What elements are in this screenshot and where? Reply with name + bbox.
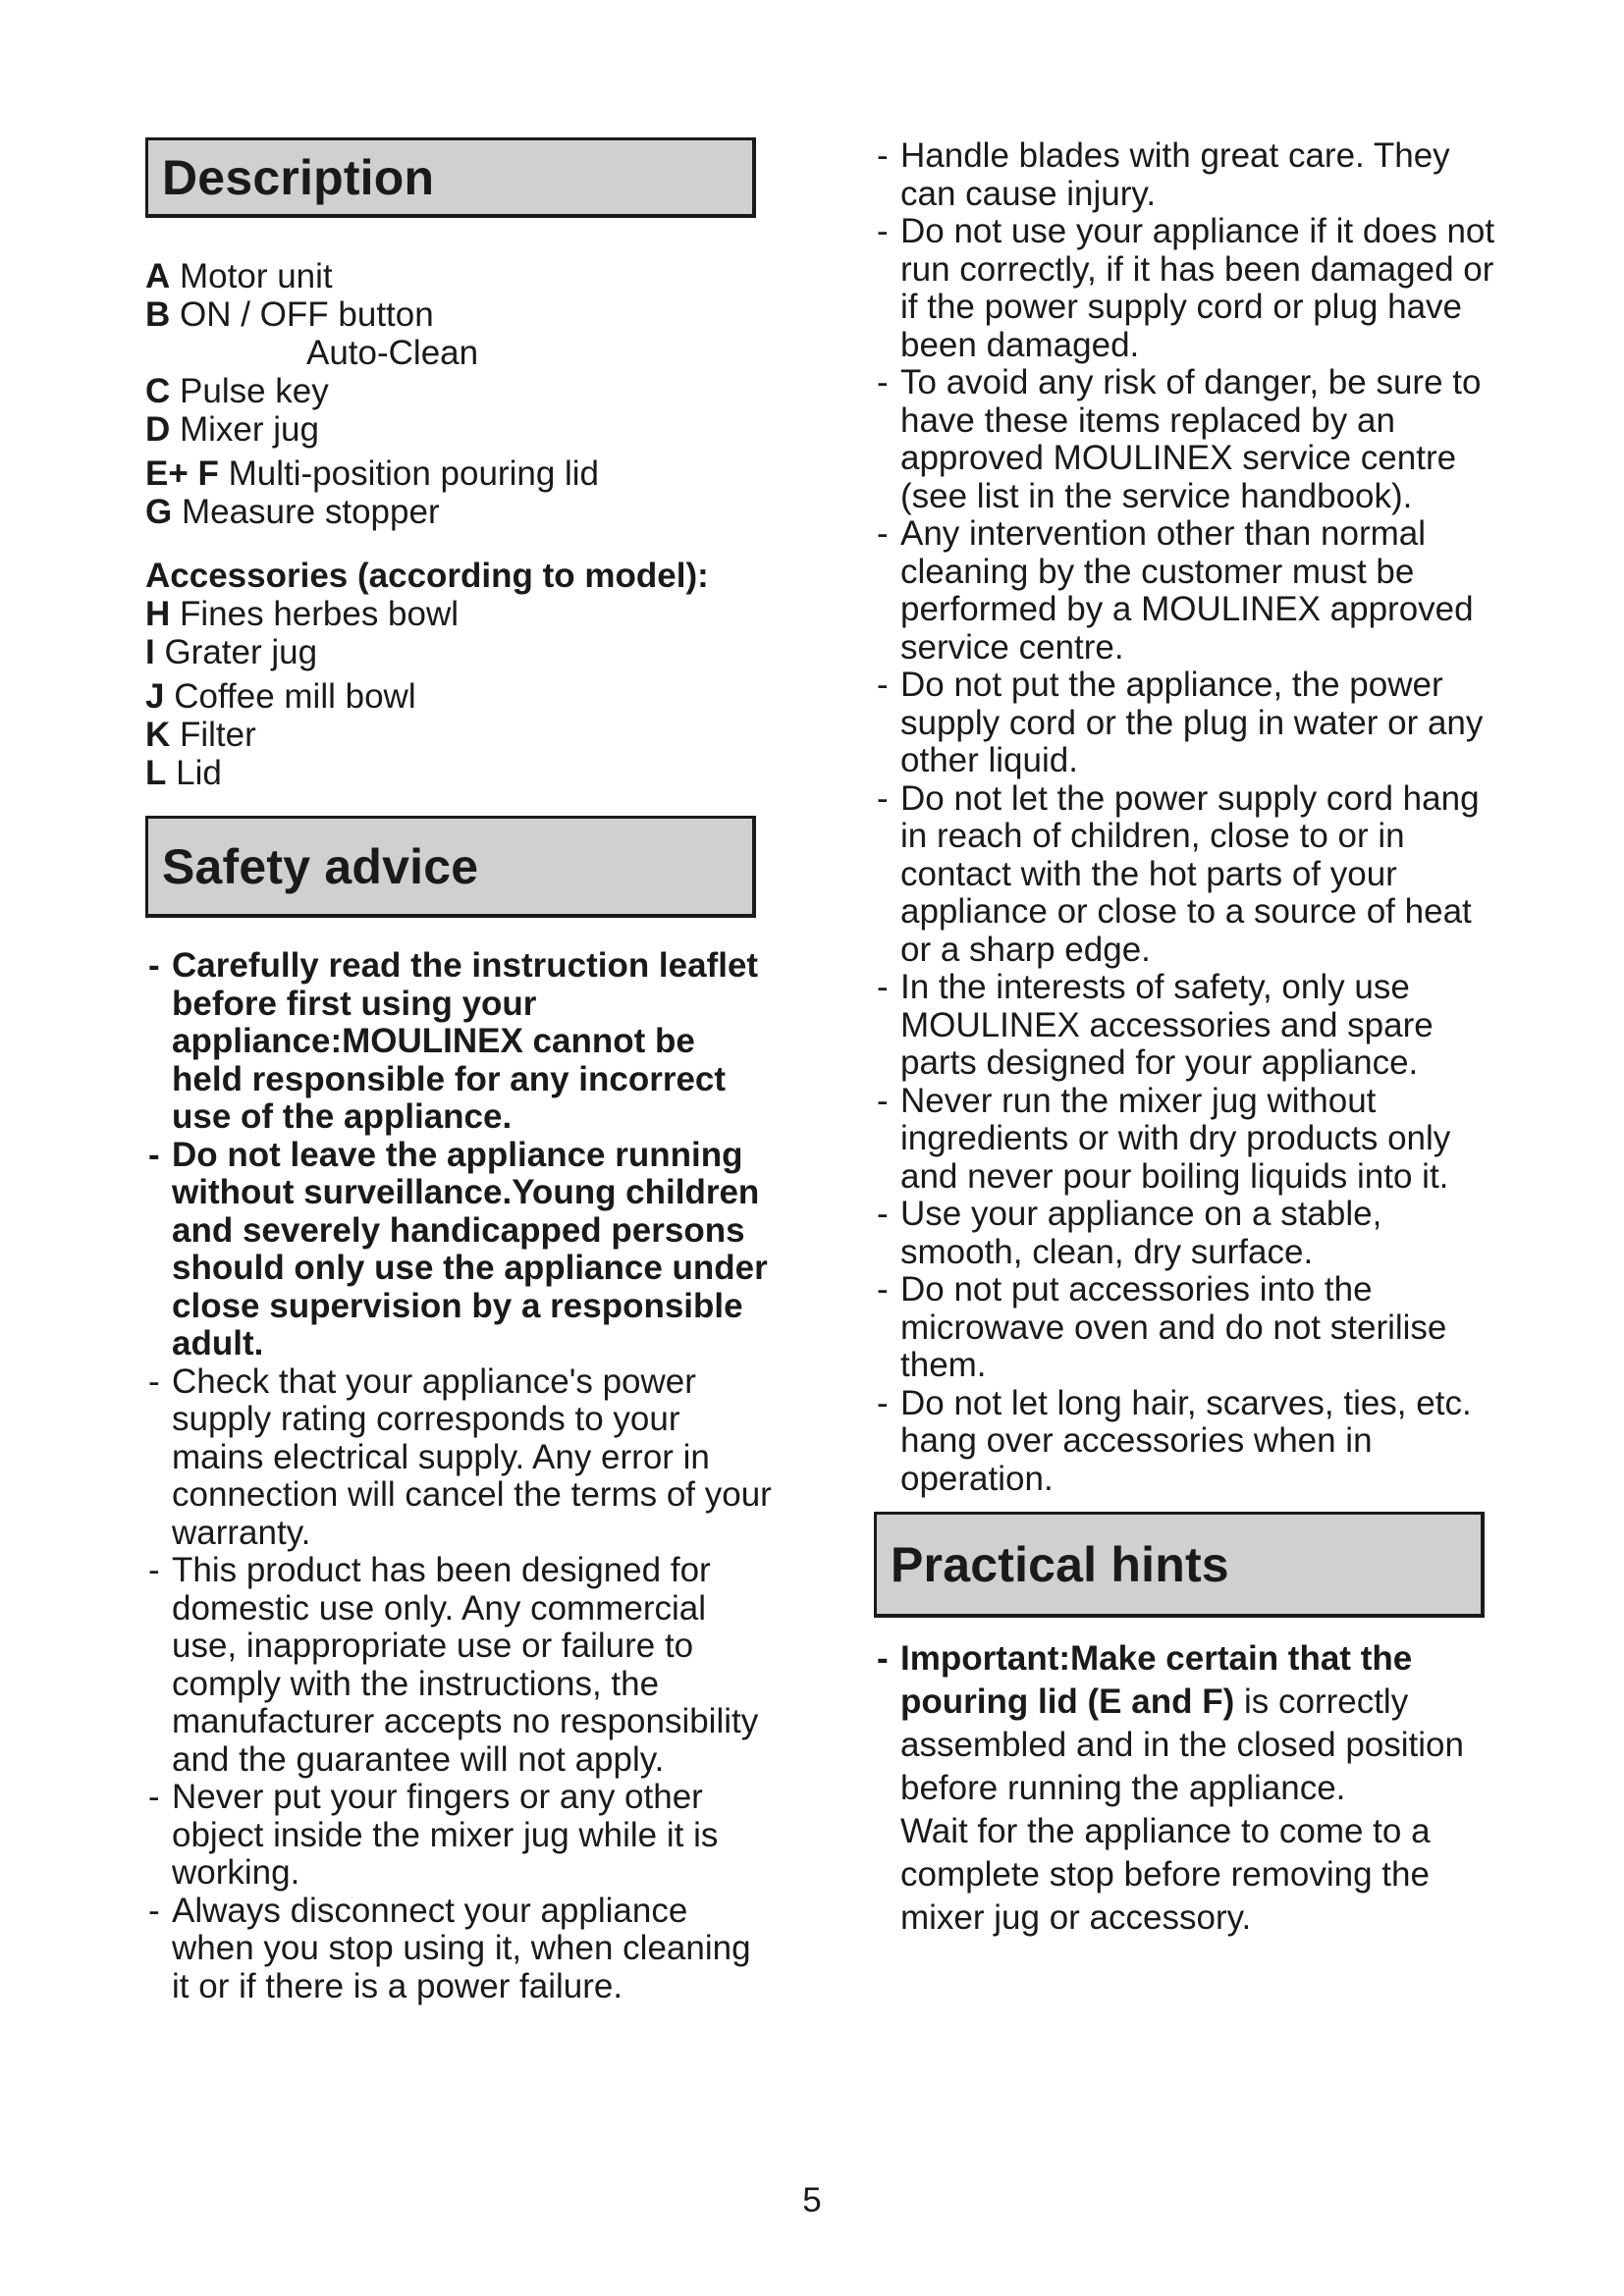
list-item: C Pulse key <box>145 372 329 410</box>
accessories-title: Accessories (according to model): <box>145 557 709 595</box>
list-item: D Mixer jug <box>145 410 319 449</box>
list-item: - Do not leave the appliance running without surveillance.Young children and severely handicapped persons should only use the appliance under close supervision by a responsible adult. <box>145 1137 774 1363</box>
hints-heading: Practical hints <box>891 1536 1229 1592</box>
description-heading: Description <box>162 149 435 205</box>
list-item: - Any intervention other than normal cleaning by the customer must be performed by a MOULINEX approved service centre. <box>874 515 1502 667</box>
list-item: - Always disconnect your appliance when you stop using it, when cleaning it or if there is a power failure. <box>145 1893 774 2006</box>
hints-text <box>874 1637 1502 1940</box>
list-item: - In the interests of safety, only use MOULINEX accessories and spare parts designed for your appliance. <box>874 969 1502 1083</box>
list-item: H Fines herbes bowl <box>145 595 460 633</box>
hints-heading-box <box>874 1512 1485 1618</box>
hints-lead-bold: Important:Make certain that the pouring lid (E and F) <box>900 1639 1413 1721</box>
list-item: - Handle blades with great care. They can cause injury. <box>874 137 1502 213</box>
list-item: - Do not put the appliance, the power supply cord or the plug in water or any other liquid. <box>874 667 1502 780</box>
safety-heading: Safety advice <box>162 838 479 894</box>
page-number: 5 <box>802 2181 822 2219</box>
hints-lead <box>874 1637 1502 1810</box>
list-item: L Lid <box>145 754 222 792</box>
list-item: A Motor unit <box>145 257 333 295</box>
list-item: E+ F Multi-position pouring lid <box>145 454 600 493</box>
hints-lead-rest: is correctly assembled and in the closed position before running the appliance. <box>900 1682 1464 1807</box>
list-item: B ON / OFF button <box>145 295 434 334</box>
list-item: - Never run the mixer jug without ingredients or with dry products only and never pour boiling liquids into it. <box>874 1083 1502 1197</box>
list-item: I Grater jug <box>145 633 318 671</box>
description-heading-box <box>145 137 756 218</box>
safety-list-right <box>874 137 1502 1498</box>
list-item: - This product has been designed for domestic use only. Any commercial use, inappropriate use or failure to comply with the instructions, the manufacturer accepts no responsibility and the guarantee will not apply. <box>145 1552 774 1779</box>
list-item: - Do not let long hair, scarves, ties, etc. hang over accessories when in operation. <box>874 1385 1502 1499</box>
list-item: - Use your appliance on a stable, smooth, clean, dry surface. <box>874 1196 1502 1271</box>
list-item: - Do not use your appliance if it does not run correctly, if it has been damaged or if the power supply cord or plug have been damaged. <box>874 213 1502 364</box>
hints-follow: Wait for the appliance to come to a complete stop before removing the mixer jug or accessory. <box>900 1812 1431 1937</box>
right-column <box>874 137 1502 1940</box>
list-item: - Carefully read the instruction leaflet before first using your appliance:MOULINEX cannot be held responsible for any incorrect use of the appliance. <box>145 947 774 1137</box>
list-item: - Check that your appliance's power supply rating corresponds to your mains electrical supply. Any error in connection will cancel the terms of your warranty. <box>145 1363 774 1553</box>
list-item: K Filter <box>145 716 256 754</box>
list-item: - Do not let the power supply cord hang in reach of children, close to or in contact with the hot parts of your appliance or close to a source of heat or a sharp edge. <box>874 780 1502 970</box>
list-item: - To avoid any risk of danger, be sure to have these items replaced by an approved MOULINEX service centre (see list in the service handbook). <box>874 364 1502 515</box>
list-item: - Do not put accessories into the microwave oven and do not sterilise them. <box>874 1271 1502 1385</box>
list-item: G Measure stopper <box>145 493 440 531</box>
safety-list-left <box>145 947 774 2005</box>
list-item: Auto-Clean <box>306 334 479 372</box>
list-item: - Never put your fingers or any other object inside the mixer jug while it is working. <box>145 1779 774 1893</box>
left-column <box>145 137 774 2005</box>
safety-heading-box <box>145 816 756 918</box>
list-item: J Coffee mill bowl <box>145 677 416 716</box>
parts-list <box>145 257 774 792</box>
